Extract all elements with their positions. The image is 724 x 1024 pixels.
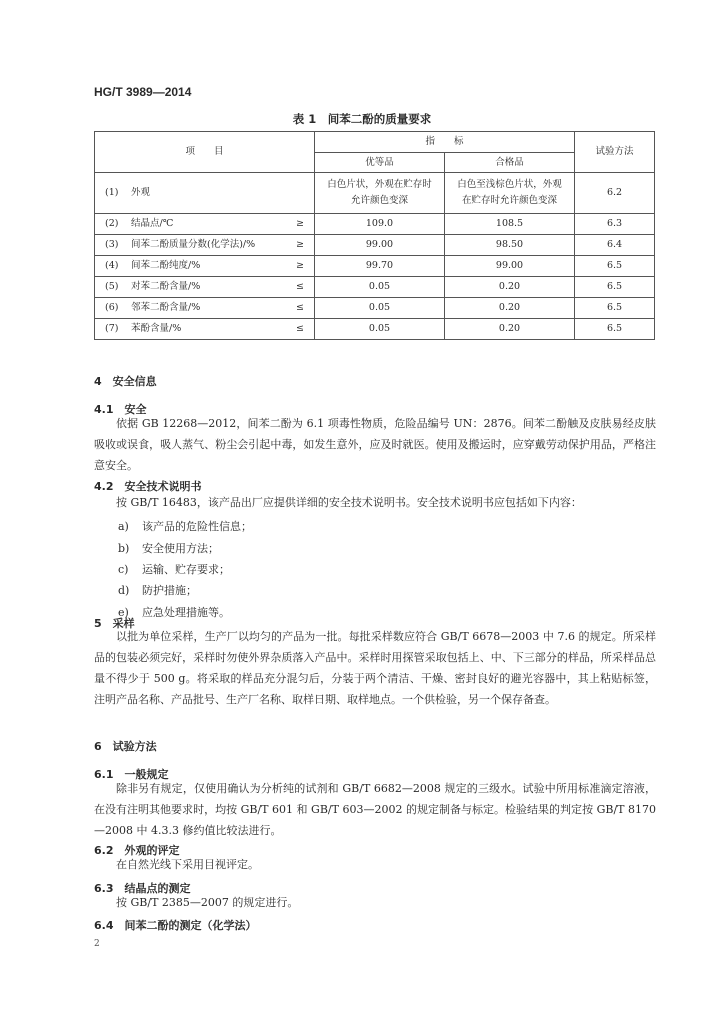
row-number: (2)	[105, 218, 119, 229]
list-item: d) 防护措施；	[118, 584, 197, 597]
table-row	[95, 298, 655, 319]
standard-number: HG/T 3989—2014	[94, 85, 192, 99]
header-premium: 优等品	[315, 153, 445, 173]
section-6-3-text: 按 GB/T 2385—2007 的规定进行。	[116, 896, 299, 909]
table-row	[95, 214, 655, 235]
section-6-heading: 6 试验方法	[94, 740, 157, 753]
quality-table	[94, 131, 655, 340]
section-6-1-heading: 6.1 一般规定	[94, 768, 169, 781]
section-6-1-text: 除非另有规定，仅使用确认为分析纯的试剂和 GB/T 6682—2008 规定的三级水。试验中所用标准滴定溶液，在没有注明其他要求时，均按 GB/T 601 和 GB/T 603—2002 的规定制备与标定。检验结果的判定按 GB/T 8170—2008 中 4.3.3 修约值比较法进行。	[94, 782, 656, 837]
row-item	[95, 173, 315, 214]
list-item: c) 运输、贮存要求；	[118, 563, 230, 576]
section-4-heading: 4 安全信息	[94, 375, 157, 388]
header-qualified: 合格品	[445, 153, 575, 173]
row-symbol: ≤	[296, 323, 304, 334]
section-5-text: 以批为单位采样，生产厂以均匀的产品为一批。每批采样数应符合 GB/T 6678—2003 中 7.6 的规定。所采样品的包装必须完好，采样时勿使外界杂质落入产品中。采样时用探管采取包括上、中、下三部分的样品，所采样品总量不得少于 500 g。将采取的样品充分混匀后，分装于两个清洁、干燥、密封良好的避光容器中，其上粘贴标签，注明产品名称、产品批号、生产厂名称、取样日期、取样地点。一个供检验，另一个保存备查。	[94, 630, 656, 706]
page-number: 2	[94, 939, 100, 949]
row-name: 间苯二酚质量分数(化学法)/%	[131, 239, 256, 250]
row-symbol: ≤	[296, 302, 304, 313]
row-number: (6)	[105, 302, 119, 313]
row-symbol: ≥	[296, 260, 304, 271]
section-6-3-heading: 6.3 结晶点的测定	[94, 882, 191, 895]
row-symbol: ≥	[296, 239, 304, 250]
section-4-1-heading: 4.1 安全	[94, 403, 147, 416]
section-4-2-text: 按 GB/T 16483，该产品出厂应提供详细的安全技术说明书。安全技术说明书应包括如下内容：	[116, 496, 582, 509]
row-premium: 99.00	[315, 235, 445, 256]
row-method: 6.3	[575, 214, 655, 235]
row-name: 外观	[131, 187, 151, 198]
row-method: 6.2	[575, 173, 655, 214]
row-symbol: ≥	[296, 218, 304, 229]
row-symbol: ≤	[296, 281, 304, 292]
row-method: 6.5	[575, 298, 655, 319]
section-6-4-heading: 6.4 间苯二酚的测定（化学法）	[94, 919, 257, 932]
table-row	[95, 173, 655, 214]
row-premium: 白色片状，外观在贮存时允许颜色变深	[315, 173, 445, 214]
row-item	[95, 319, 315, 340]
header-method: 试验方法	[575, 132, 655, 173]
row-method: 6.5	[575, 277, 655, 298]
row-qualified: 99.00	[445, 256, 575, 277]
row-item	[95, 235, 315, 256]
row-qualified: 0.20	[445, 298, 575, 319]
row-premium: 109.0	[315, 214, 445, 235]
row-name: 苯酚含量/%	[131, 323, 182, 334]
row-number: (5)	[105, 281, 119, 292]
row-name: 结晶点/℃	[131, 218, 174, 229]
row-item	[95, 277, 315, 298]
table-row	[95, 235, 655, 256]
row-method: 6.5	[575, 319, 655, 340]
row-name: 间苯二酚纯度/%	[131, 260, 201, 271]
row-premium: 0.05	[315, 319, 445, 340]
section-6-2-heading: 6.2 外观的评定	[94, 844, 180, 857]
row-qualified: 98.50	[445, 235, 575, 256]
table-row	[95, 277, 655, 298]
row-name: 邻苯二酚含量/%	[131, 302, 201, 313]
row-premium: 0.05	[315, 277, 445, 298]
table-row	[95, 319, 655, 340]
row-number: (3)	[105, 239, 119, 250]
header-item: 项 目	[95, 132, 315, 173]
list-item: a) 该产品的危险性信息；	[118, 520, 252, 533]
row-qualified: 108.5	[445, 214, 575, 235]
section-6-2-text: 在自然光线下采用目视评定。	[116, 858, 259, 871]
row-method: 6.4	[575, 235, 655, 256]
row-item	[95, 214, 315, 235]
row-name: 对苯二酚含量/%	[131, 281, 201, 292]
row-premium: 99.70	[315, 256, 445, 277]
row-qualified: 0.20	[445, 277, 575, 298]
header-indicator: 指 标	[315, 132, 575, 153]
table-title: 表 1 间苯二酚的质量要求	[292, 112, 432, 126]
row-premium: 0.05	[315, 298, 445, 319]
row-number: (1)	[105, 187, 119, 198]
section-4-1-text: 依据 GB 12268—2012，间苯二酚为 6.1 项毒性物质，危险品编号 UN：2876。间苯二酚触及皮肤易经皮肤吸收或误食，吸人蒸气、粉尘会引起中毒，如发生意外，应及时就医。使用及搬运时，应穿戴劳动保护用品，严格注意安全。	[94, 417, 656, 472]
row-method: 6.5	[575, 256, 655, 277]
list-item: e) 应急处理措施等。	[118, 606, 230, 619]
row-item	[95, 256, 315, 277]
row-qualified: 白色至浅棕色片状，外观在贮存时允许颜色变深	[445, 173, 575, 214]
section-4-2-heading: 4.2 安全技术说明书	[94, 480, 202, 493]
row-number: (4)	[105, 260, 119, 271]
row-qualified: 0.20	[445, 319, 575, 340]
table-row	[95, 256, 655, 277]
section-5-heading: 5 采样	[94, 617, 135, 630]
row-item	[95, 298, 315, 319]
list-item: b) 安全使用方法；	[118, 542, 219, 555]
row-number: (7)	[105, 323, 119, 334]
